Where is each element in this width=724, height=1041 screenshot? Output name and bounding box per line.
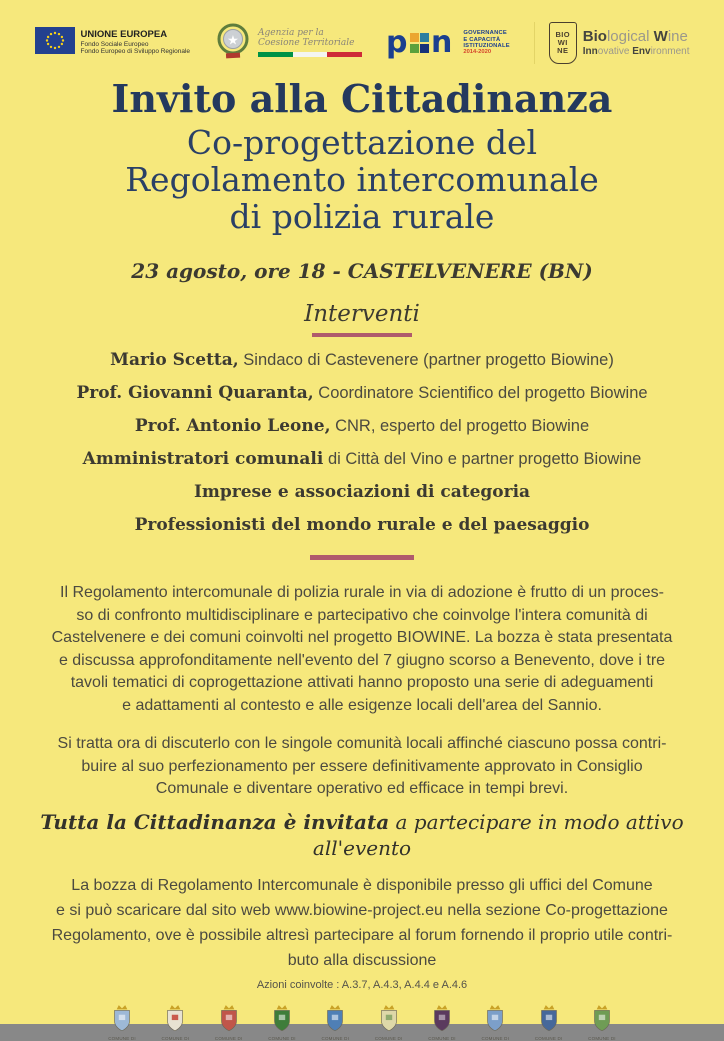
speaker-item: Mario Scetta, Sindaco di Castevenere (partner progetto Biowine) xyxy=(110,350,614,370)
speaker-item: Amministratori comunali di Città del Vino e partner progetto Biowine xyxy=(82,449,642,469)
eu-flag-icon xyxy=(35,27,75,59)
pon-squares-icon xyxy=(410,33,430,53)
svg-text:★: ★ xyxy=(227,32,239,47)
italian-flag-bar xyxy=(258,52,362,57)
eu-fund-1: Fondo Sociale Europeo xyxy=(80,40,149,48)
eu-title: UNIONE EUROPEA xyxy=(80,29,168,41)
agenzia-coesione-logo xyxy=(214,20,362,67)
municipal-crest: COMUNE DI xyxy=(365,1003,413,1041)
pon-letter-n: n xyxy=(431,25,453,60)
italy-emblem-icon xyxy=(214,20,252,67)
pon-text-line3: ISTITUZIONALE xyxy=(463,43,510,49)
speaker-item: Prof. Antonio Leone, CNR, esperto del progetto Biowine xyxy=(134,416,590,436)
stamp-line-bio: BIO xyxy=(555,30,571,40)
page-title: Invito alla Cittadinanza xyxy=(111,76,613,121)
paragraph-regolamento: Il Regolamento intercomunale di polizia rurale in via di adozione è frutto di un proces- so di confronto multidisciplinare e partecipativo che coinvolge l'intera comunità di Castelvenere e dei comuni coinvolti nel progetto BIOWINE. La bozza è stata presentata e discussa approfonditamente nell'evento del 7 giugno scorso a Benevento, dove i tre tavoli tematici di coprogettazione attivati hanno proposto una serie di adeguamenti e adattamenti al contesto e alle esigenze locali dell'area del Sannio. xyxy=(51,584,673,714)
municipal-crest: COMUNE DI xyxy=(525,1003,573,1041)
municipal-crest: COMUNE DI xyxy=(311,1003,359,1041)
biowine-stamp-icon xyxy=(549,22,577,64)
pon-years: 2014-2020 xyxy=(463,49,492,56)
actions-note: Azioni coinvolte : A.3.7, A.4.3, A.4.4 e A.4.6 xyxy=(256,978,468,991)
call-to-action: Tutta la Cittadinanza è invitata a partecipare in modo attivo all'evento xyxy=(40,809,684,860)
municipal-crest: COMUNE DI xyxy=(471,1003,519,1041)
pon-text-line2: E CAPACITÀ xyxy=(463,36,501,43)
speakers-list xyxy=(0,350,724,535)
pon-logo xyxy=(386,25,510,60)
heading-underline xyxy=(312,333,412,337)
speaker-item: Professionisti del mondo rurale e del paesaggio xyxy=(134,515,590,535)
event-date-location: 23 agosto, ore 18 - CASTELVENERE (BN) xyxy=(131,259,593,283)
section-divider xyxy=(310,555,414,560)
eu-fund-2: Fondo Europeo di Sviluppo Regionale xyxy=(80,48,191,56)
subtitle-line-3: di polizia rurale xyxy=(229,197,495,236)
municipal-crest: COMUNE DI xyxy=(578,1003,626,1041)
agency-name-line1: Agenzia per la xyxy=(258,28,324,39)
biowine-tagline: Innovative Environment xyxy=(582,46,690,57)
biowine-logo xyxy=(534,22,690,64)
speaker-item: Prof. Giovanni Quaranta, Coordinatore Scientifico del progetto Biowine xyxy=(76,383,648,403)
stamp-line-ne: NE xyxy=(557,45,569,55)
eu-logo xyxy=(35,27,191,59)
pon-wordmark xyxy=(386,25,453,60)
pon-text-line1: GOVERNANCE xyxy=(463,30,507,37)
page-subtitle xyxy=(0,124,724,235)
subtitle-line-2: Regolamento intercomunale xyxy=(125,160,599,199)
subtitle-line-1: Co-progettazione del xyxy=(186,123,538,162)
header-logos xyxy=(0,0,724,68)
municipal-crest: COMUNE DI xyxy=(418,1003,466,1041)
paragraph-discussione: Si tratta ora di discuterlo con le singole comunità locali affinché ciascuno possa contri- buire al suo perfezionamento per essere definitivamente approvato in Consiglio Comunale e diventare operativo ed efficace in tempi brevi. xyxy=(57,735,667,797)
section-heading-interventi: Interventi xyxy=(0,301,724,337)
municipal-crest: COMUNE DI xyxy=(205,1003,253,1041)
municipal-crest: COMUNE DI xyxy=(98,1003,146,1041)
stamp-line-wi: WI xyxy=(557,38,568,48)
paragraph-bozza-info: La bozza di Regolamento Intercomunale è disponibile presso gli uffici del Comune e si può scaricare dal sito web www.biowine-project.eu nella sezione Co-progettazione Regolamento, ove è possibile altresì partecipare al forum fornendo il proprio utile contri- buto alla discussione xyxy=(51,876,673,969)
municipal-crest: COMUNE DI xyxy=(258,1003,306,1041)
agency-name-line2: Coesione Territoriale xyxy=(258,38,355,48)
footer-municipal-crests xyxy=(98,1003,626,1041)
speaker-item: Imprese e associazioni di categoria xyxy=(193,482,531,502)
pon-letter-p: p xyxy=(386,25,408,60)
municipal-crest: COMUNE DI xyxy=(151,1003,199,1041)
biowine-wordmark: Biological Wine xyxy=(582,28,688,45)
